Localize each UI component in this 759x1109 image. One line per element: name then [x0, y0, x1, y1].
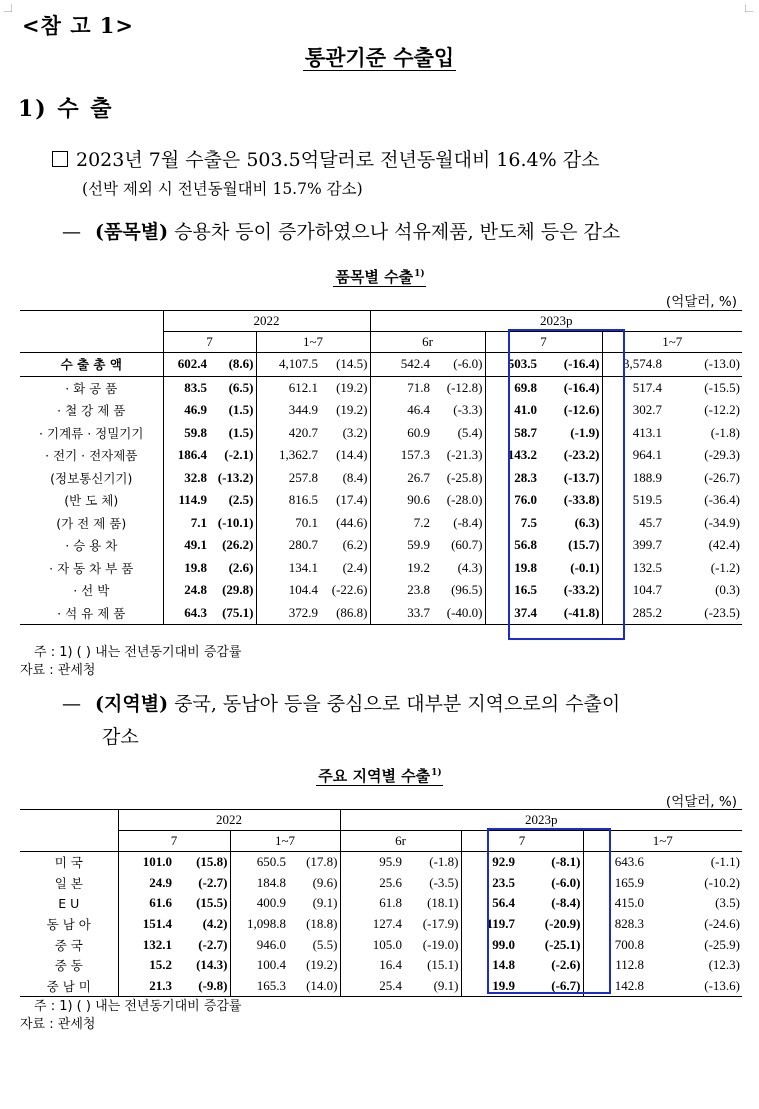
table2-caption-footnote: 1) [431, 768, 442, 778]
value-cell: 105.0 [372, 936, 402, 952]
change-rate-cell: (-24.6) [704, 916, 740, 932]
value-cell: 280.7 [288, 537, 318, 553]
value-cell: 71.8 [407, 379, 430, 395]
value-cell: 25.6 [379, 874, 402, 890]
table1-year-2022: 2022 [163, 311, 370, 332]
row-label: · 선 박 [20, 579, 163, 602]
value-cell: 19.9 [461, 976, 517, 997]
value-cell: 650.5 [256, 854, 286, 870]
change-rate-cell: (-10.2) [704, 874, 740, 890]
change-rate-cell: (18.1) [404, 893, 461, 914]
export-summary-bullet [52, 145, 599, 172]
value-cell: 37.4 [485, 602, 539, 625]
value-cell: 119.7 [486, 916, 515, 932]
change-rate-cell: (1.5) [209, 422, 256, 445]
row-label: 중 남 미 [20, 976, 118, 997]
table-row [20, 873, 742, 894]
change-rate-cell: (6.2) [320, 534, 370, 557]
value-cell: 157.3 [400, 447, 430, 463]
value-cell: 69.8 [514, 379, 537, 395]
value-cell: 816.5 [288, 492, 318, 508]
change-rate-cell: (15.5) [174, 893, 230, 914]
value-cell: 76.0 [514, 492, 537, 508]
change-rate-cell: (60.7) [432, 534, 485, 557]
change-rate-cell: (-41.8) [539, 602, 602, 625]
value-cell: 517.4 [632, 379, 662, 395]
table2-caption-text: 주요 지역별 수출 [318, 767, 431, 785]
table-row [20, 934, 742, 955]
change-rate-cell: (-17.9) [404, 914, 461, 935]
row-label: 동 남 아 [20, 914, 118, 935]
corner-mark-left [4, 4, 12, 12]
table-row [20, 534, 742, 557]
value-cell: 59.8 [184, 424, 207, 440]
value-cell: 25.4 [340, 976, 404, 997]
export-summary-text: 2023년 7월 수출은 503.5억달러로 전년동월대비 16.4% 감소 [76, 149, 600, 171]
change-rate-cell: (42.4) [708, 537, 740, 553]
value-cell: 142.8 [583, 976, 646, 997]
region-summary-label: (지역별) [95, 693, 169, 715]
change-rate-cell: (-1.8) [710, 424, 740, 440]
row-label: · 철 강 제 품 [20, 399, 163, 422]
change-rate-cell: (9.1) [404, 976, 461, 997]
value-cell: 7.1 [190, 514, 207, 530]
row-label: · 기계류 · 정밀기기 [20, 422, 163, 445]
document-title [0, 42, 759, 72]
change-rate-cell: (3.2) [320, 422, 370, 445]
table2-period-2023-7: 7 [461, 831, 583, 852]
row-label: · 전기 · 전자제품 [20, 444, 163, 467]
table-row [20, 914, 742, 935]
dash-icon: — [62, 221, 81, 243]
row-label: · 화 공 품 [20, 376, 163, 399]
value-cell: 101.0 [142, 854, 172, 870]
change-rate-cell: (-16.4) [539, 376, 602, 399]
value-cell: 64.3 [163, 602, 209, 625]
change-rate-cell: (44.6) [320, 512, 370, 535]
change-rate-cell: (2.5) [209, 489, 256, 512]
change-rate-cell: (-12.6) [539, 399, 602, 422]
change-rate-cell: (-13.7) [539, 467, 602, 490]
value-cell: 4,107.5 [256, 353, 320, 377]
item-summary-label: (품목별) [95, 221, 169, 243]
change-rate-cell: (6.3) [539, 512, 602, 535]
table2-period-2023-6r: 6r [340, 831, 461, 852]
change-rate-cell: (-13.2) [209, 467, 256, 490]
value-cell: 132.1 [142, 936, 172, 952]
change-rate-cell: (4.2) [174, 914, 230, 935]
value-cell: 420.7 [288, 424, 318, 440]
table1-unit: (억달러, %) [665, 294, 737, 310]
change-rate-cell: (-3.3) [432, 399, 485, 422]
value-cell: 302.7 [632, 402, 662, 418]
value-cell: 519.5 [632, 492, 662, 508]
change-rate-cell: (-1.1) [710, 854, 740, 870]
table2-header-corner-lower [20, 831, 118, 852]
table-row [20, 579, 742, 602]
value-cell: 399.7 [632, 537, 662, 553]
value-cell: 19.8 [184, 559, 207, 575]
value-cell: 1,098.8 [247, 916, 286, 932]
value-cell: 95.9 [379, 854, 402, 870]
change-rate-cell: (-23.5) [664, 602, 742, 625]
export-summary-subnote: (선박 제외 시 전년동월대비 15.7% 감소) [82, 180, 363, 198]
change-rate-cell: (75.1) [209, 602, 256, 625]
change-rate-cell: (9.6) [288, 873, 340, 894]
change-rate-cell: (5.5) [288, 934, 340, 955]
value-cell: 61.8 [379, 895, 402, 911]
table-row [20, 602, 742, 625]
table2-unit: (억달러, %) [665, 794, 737, 810]
row-label: 수 출 총 액 [20, 353, 163, 377]
value-cell: 56.8 [514, 537, 537, 553]
change-rate-cell: (-8.4) [517, 893, 583, 914]
value-cell: 19.2 [407, 559, 430, 575]
value-cell: 33.7 [370, 602, 432, 625]
row-label: 중 국 [20, 934, 118, 955]
table1-header-corner [20, 311, 163, 332]
change-rate-cell: (-2.6) [517, 955, 583, 976]
change-rate-cell: (-26.7) [704, 469, 740, 485]
value-cell: 24.9 [149, 874, 172, 890]
change-rate-cell: (26.2) [209, 534, 256, 557]
value-cell: 19.8 [514, 559, 537, 575]
table-row [20, 512, 742, 535]
value-cell: 46.9 [184, 402, 207, 418]
value-cell: 372.9 [256, 602, 320, 625]
row-label: 중 동 [20, 955, 118, 976]
change-rate-cell: (5.4) [432, 422, 485, 445]
checkbox-square-icon [52, 151, 68, 167]
change-rate-cell: (1.5) [209, 399, 256, 422]
change-rate-cell: (-1.8) [404, 852, 461, 873]
value-cell: 16.4 [379, 957, 402, 973]
table2-period-2022-1-7: 1~7 [230, 831, 340, 852]
change-rate-cell: (4.3) [432, 557, 485, 580]
value-cell: 828.3 [614, 916, 644, 932]
change-rate-cell: (-2.7) [174, 873, 230, 894]
change-rate-cell: (19.2) [320, 399, 370, 422]
value-cell: 90.6 [407, 492, 430, 508]
value-cell: 46.4 [407, 402, 430, 418]
value-cell: 112.8 [615, 957, 644, 973]
change-rate-cell: (-0.1) [539, 557, 602, 580]
change-rate-cell: (-20.9) [517, 914, 583, 935]
change-rate-cell: (9.1) [288, 893, 340, 914]
value-cell: 132.5 [632, 559, 662, 575]
table1-caption [0, 266, 759, 287]
value-cell: 23.5 [492, 874, 515, 890]
change-rate-cell: (-25.9) [704, 936, 740, 952]
change-rate-cell: (15.8) [174, 852, 230, 873]
change-rate-cell: (-13.0) [664, 353, 742, 377]
table-row [20, 444, 742, 467]
item-summary-line [62, 216, 620, 248]
value-cell: 15.2 [149, 957, 172, 973]
value-cell: 28.3 [514, 469, 537, 485]
row-label: 일 본 [20, 873, 118, 894]
row-label: · 자 동 차 부 품 [20, 557, 163, 580]
change-rate-cell: (8.4) [320, 467, 370, 490]
change-rate-cell: (17.8) [288, 852, 340, 873]
change-rate-cell: (14.5) [320, 353, 370, 377]
section-title: 1) 수 출 [18, 96, 114, 122]
change-rate-cell: (3.5) [715, 895, 740, 911]
row-label: (반 도 체) [20, 489, 163, 512]
table1-caption-footnote: 1) [414, 269, 425, 279]
value-cell: 41.0 [514, 402, 537, 418]
table2-header-corner [20, 810, 118, 831]
change-rate-cell: (0.3) [715, 582, 740, 598]
change-rate-cell: (19.2) [320, 376, 370, 399]
value-cell: 415.0 [614, 895, 644, 911]
table-row [20, 353, 742, 377]
change-rate-cell: (-10.1) [209, 512, 256, 535]
value-cell: 32.8 [184, 469, 207, 485]
change-rate-cell: (-36.4) [704, 492, 740, 508]
change-rate-cell: (14.0) [288, 976, 340, 997]
document-title-text: 통관기준 수출입 [304, 45, 455, 70]
value-cell: 24.8 [184, 582, 207, 598]
value-cell: 285.2 [602, 602, 664, 625]
value-cell: 188.9 [632, 469, 662, 485]
row-label: · 승 용 차 [20, 534, 163, 557]
value-cell: 257.8 [288, 469, 318, 485]
value-cell: 413.1 [632, 424, 662, 440]
value-cell: 61.6 [149, 895, 172, 911]
table-row [20, 467, 742, 490]
row-label: 미 국 [20, 852, 118, 873]
value-cell: 100.4 [256, 957, 286, 973]
change-rate-cell: (-1.9) [539, 422, 602, 445]
value-cell: 59.9 [407, 537, 430, 553]
value-cell: 151.4 [142, 916, 172, 932]
corner-mark-right [745, 4, 753, 12]
table-row [20, 955, 742, 976]
value-cell: 114.9 [178, 492, 207, 508]
change-rate-cell: (17.4) [320, 489, 370, 512]
table2-note: 주 : 1) ( ) 내는 전년동기대비 증감률 [34, 999, 242, 1014]
change-rate-cell: (-25.8) [432, 467, 485, 490]
value-cell: 7.5 [520, 514, 537, 530]
row-label: · 석 유 제 품 [20, 602, 163, 625]
change-rate-cell: (-8.4) [432, 512, 485, 535]
change-rate-cell: (-33.8) [539, 489, 602, 512]
value-cell: 700.8 [614, 936, 644, 952]
change-rate-cell: (-19.0) [404, 934, 461, 955]
change-rate-cell: (-34.9) [704, 514, 740, 530]
table1-year-2023p: 2023p [370, 311, 742, 332]
reference-label: <참 고 1> [22, 13, 134, 38]
row-label: (정보통신기기) [20, 467, 163, 490]
table-row [20, 489, 742, 512]
table-row [20, 422, 742, 445]
change-rate-cell: (8.6) [209, 353, 256, 377]
change-rate-cell: (-6.0) [432, 353, 485, 377]
change-rate-cell: (96.5) [432, 579, 485, 602]
value-cell: 14.8 [492, 957, 515, 973]
table-row [20, 852, 742, 873]
change-rate-cell: (2.6) [209, 557, 256, 580]
change-rate-cell: (-2.1) [209, 444, 256, 467]
change-rate-cell: (18.8) [288, 914, 340, 935]
value-cell: 186.4 [177, 447, 207, 463]
value-cell: 7.2 [413, 514, 430, 530]
table2-source: 자료 : 관세청 [20, 1017, 96, 1032]
change-rate-cell: (-25.1) [517, 934, 583, 955]
value-cell: 134.1 [288, 559, 318, 575]
table1-header-corner-lower [20, 332, 163, 353]
table-row [20, 893, 742, 914]
value-cell: 58.7 [514, 424, 537, 440]
value-cell: 104.7 [632, 582, 662, 598]
table2-period-2022-7: 7 [118, 831, 230, 852]
value-cell: 99.0 [492, 936, 515, 952]
value-cell: 143.2 [507, 447, 537, 463]
value-cell: 542.4 [370, 353, 432, 377]
value-cell: 946.0 [256, 936, 286, 952]
table-row [20, 557, 742, 580]
table-row [20, 976, 742, 997]
change-rate-cell: (-6.0) [517, 873, 583, 894]
change-rate-cell: (86.8) [320, 602, 370, 625]
value-cell: 56.4 [492, 895, 515, 911]
change-rate-cell: (2.4) [320, 557, 370, 580]
change-rate-cell: (14.4) [320, 444, 370, 467]
change-rate-cell: (-23.2) [539, 444, 602, 467]
table1-period-2023-7: 7 [485, 332, 602, 353]
region-summary-continuation: 감소 [102, 726, 139, 748]
region-summary-line [62, 688, 620, 720]
change-rate-cell: (-9.8) [174, 976, 230, 997]
value-cell: 16.5 [514, 582, 537, 598]
item-summary-text: 승용차 등이 증가하였으나 석유제품, 반도체 등은 감소 [168, 221, 621, 243]
row-label: E U [20, 893, 118, 914]
value-cell: 92.9 [492, 854, 515, 870]
change-rate-cell: (-6.7) [517, 976, 583, 997]
change-rate-cell: (-21.3) [432, 444, 485, 467]
change-rate-cell: (-3.5) [404, 873, 461, 894]
item-export-table [20, 310, 742, 625]
change-rate-cell: (15.7) [539, 534, 602, 557]
value-cell: 602.4 [163, 353, 209, 377]
change-rate-cell: (-13.6) [646, 976, 742, 997]
value-cell: 3,574.8 [602, 353, 664, 377]
table1-period-2022-7: 7 [163, 332, 256, 353]
value-cell: 104.4 [288, 582, 318, 598]
value-cell: 127.4 [372, 916, 402, 932]
region-export-table [20, 809, 742, 997]
table1-source: 자료 : 관세청 [20, 663, 96, 678]
value-cell: 23.8 [407, 582, 430, 598]
table1-period-2023-6r: 6r [370, 332, 485, 353]
value-cell: 1,362.7 [279, 447, 318, 463]
change-rate-cell: (-28.0) [432, 489, 485, 512]
change-rate-cell: (15.1) [404, 955, 461, 976]
change-rate-cell: (-12.2) [704, 402, 740, 418]
change-rate-cell: (12.3) [708, 957, 740, 973]
value-cell: 83.5 [184, 379, 207, 395]
table2-year-2023p: 2023p [340, 810, 742, 831]
table2-period-2023-1-7: 1~7 [583, 831, 742, 852]
value-cell: 964.1 [632, 447, 662, 463]
value-cell: 26.7 [407, 469, 430, 485]
change-rate-cell: (-12.8) [432, 376, 485, 399]
change-rate-cell: (-1.2) [710, 559, 740, 575]
value-cell: 45.7 [639, 514, 662, 530]
table-row [20, 399, 742, 422]
table1-period-2023-1-7: 1~7 [602, 332, 742, 353]
value-cell: 612.1 [288, 379, 318, 395]
change-rate-cell: (-29.3) [704, 447, 740, 463]
change-rate-cell: (14.3) [174, 955, 230, 976]
table1-caption-text: 품목별 수출 [335, 268, 414, 286]
change-rate-cell: (-8.1) [517, 852, 583, 873]
value-cell: 21.3 [118, 976, 174, 997]
value-cell: 400.9 [256, 895, 286, 911]
change-rate-cell: (-33.2) [539, 579, 602, 602]
value-cell: 643.6 [614, 854, 644, 870]
table1-period-2022-1-7: 1~7 [256, 332, 370, 353]
value-cell: 344.9 [288, 402, 318, 418]
value-cell: 49.1 [184, 537, 207, 553]
value-cell: 184.8 [256, 874, 286, 890]
table2-caption [0, 765, 759, 786]
change-rate-cell: (29.8) [209, 579, 256, 602]
dash-icon-2: — [62, 693, 81, 715]
table-row [20, 376, 742, 399]
change-rate-cell: (-2.7) [174, 934, 230, 955]
row-label: (가 전 제 품) [20, 512, 163, 535]
change-rate-cell: (-22.6) [320, 579, 370, 602]
value-cell: 60.9 [407, 424, 430, 440]
value-cell: 70.1 [295, 514, 318, 530]
change-rate-cell: (-15.5) [704, 379, 740, 395]
table2-year-2022: 2022 [118, 810, 340, 831]
change-rate-cell: (6.5) [209, 376, 256, 399]
value-cell: 165.3 [230, 976, 288, 997]
change-rate-cell: (-16.4) [539, 353, 602, 377]
change-rate-cell: (19.2) [288, 955, 340, 976]
region-summary-text: 중국, 동남아 등을 중심으로 대부분 지역으로의 수출이 [168, 693, 621, 715]
value-cell: 503.5 [485, 353, 539, 377]
value-cell: 165.9 [614, 874, 644, 890]
change-rate-cell: (-40.0) [432, 602, 485, 625]
table1-note: 주 : 1) ( ) 내는 전년동기대비 증감률 [34, 645, 242, 660]
